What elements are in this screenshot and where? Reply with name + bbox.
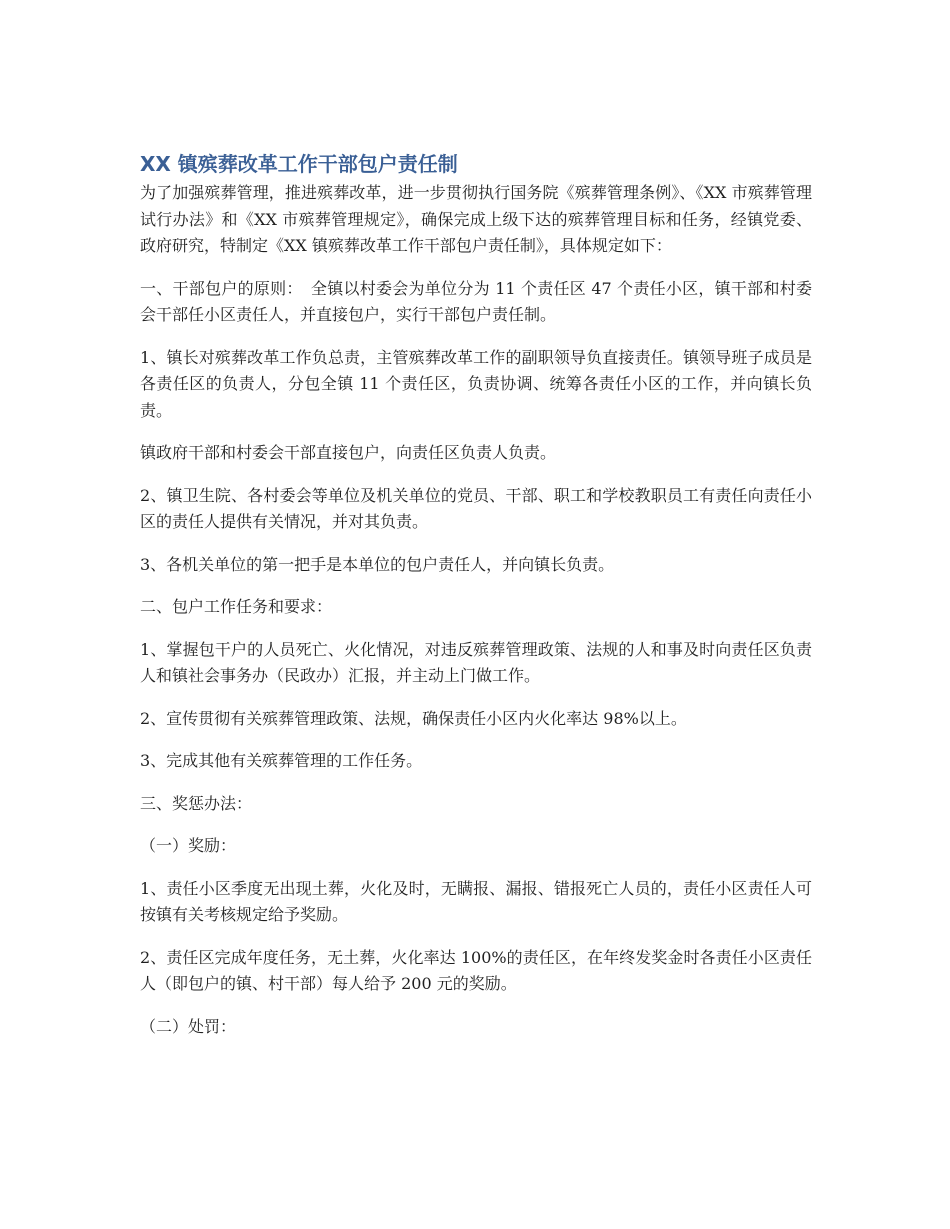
- paragraph-section-1-principle: 一、干部包户的原则： 全镇以村委会为单位分为 11 个责任区 47 个责任小区，镇干部和村委会干部任小区责任人，并直接包户，实行干部包户责任制。: [140, 278, 812, 324]
- paragraph-reward-2: 2、责任区完成年度任务，无土葬，火化率达 100%的责任区，在年终发奖金时各责任小区责任人（即包户的镇、村干部）每人给予 200 元的奖励。: [140, 947, 812, 993]
- paragraph-cadre-contracting: 镇政府干部和村委会干部直接包户，向责任区负责人负责。: [140, 443, 557, 462]
- paragraph-item-3-leaders: 3、各机关单位的第一把手是本单位的包户责任人，并向镇长负责。: [140, 554, 615, 574]
- paragraph-section-3-heading: 三、奖惩办法：: [140, 793, 253, 813]
- document-title: XX 镇殡葬改革工作干部包户责任制: [140, 152, 458, 176]
- paragraph-rewards-heading: （一）奖励：: [140, 836, 237, 855]
- document-body: [140, 150, 812, 1056]
- paragraph-task-3: 3、完成其他有关殡葬管理的工作任务。: [140, 751, 423, 770]
- paragraph-reward-1: 1、责任小区季度无出现土葬，火化及时，无瞒报、漏报、错报死亡人员的，责任小区责任人可按镇有关考核规定给予奖励。: [140, 878, 812, 924]
- paragraph-penalties-heading: （二）处罚：: [140, 1016, 237, 1036]
- paragraph-item-1-mayor: 1、镇长对殡葬改革工作负总责，主管殡葬改革工作的副职领导负直接责任。镇领导班子成员是各责任区的负责人，分包全镇 11 个责任区，负责协调、统筹各责任小区的工作，并向镇长负责。: [140, 347, 812, 420]
- paragraph-task-2: 2、宣传贯彻有关殡葬管理政策、法规，确保责任小区内火化率达 98%以上。: [140, 708, 687, 728]
- paragraph-section-2-heading: 二、包户工作任务和要求：: [140, 597, 333, 616]
- paragraph-item-2-units: 2、镇卫生院、各村委会等单位及机关单位的党员、干部、职工和学校教职员工有责任向责任小区的责任人提供有关情况，并对其负责。: [140, 485, 812, 531]
- paragraph-intro: 为了加强殡葬管理，推进殡葬改革，进一步贯彻执行国务院《殡葬管理条例》、《XX 市殡葬管理试行办法》和《XX 市殡葬管理规定》，确保完成上级下达的殡葬管理目标和任务，经镇党委、政府研究，特制定《XX 镇殡葬改革工作干部包户责任制》，具体规定如下：: [140, 183, 812, 255]
- paragraph-task-1: 1、掌握包干户的人员死亡、火化情况，对违反殡葬管理政策、法规的人和事及时向责任区负责人和镇社会事务办（民政办）汇报，并主动上门做工作。: [140, 639, 812, 685]
